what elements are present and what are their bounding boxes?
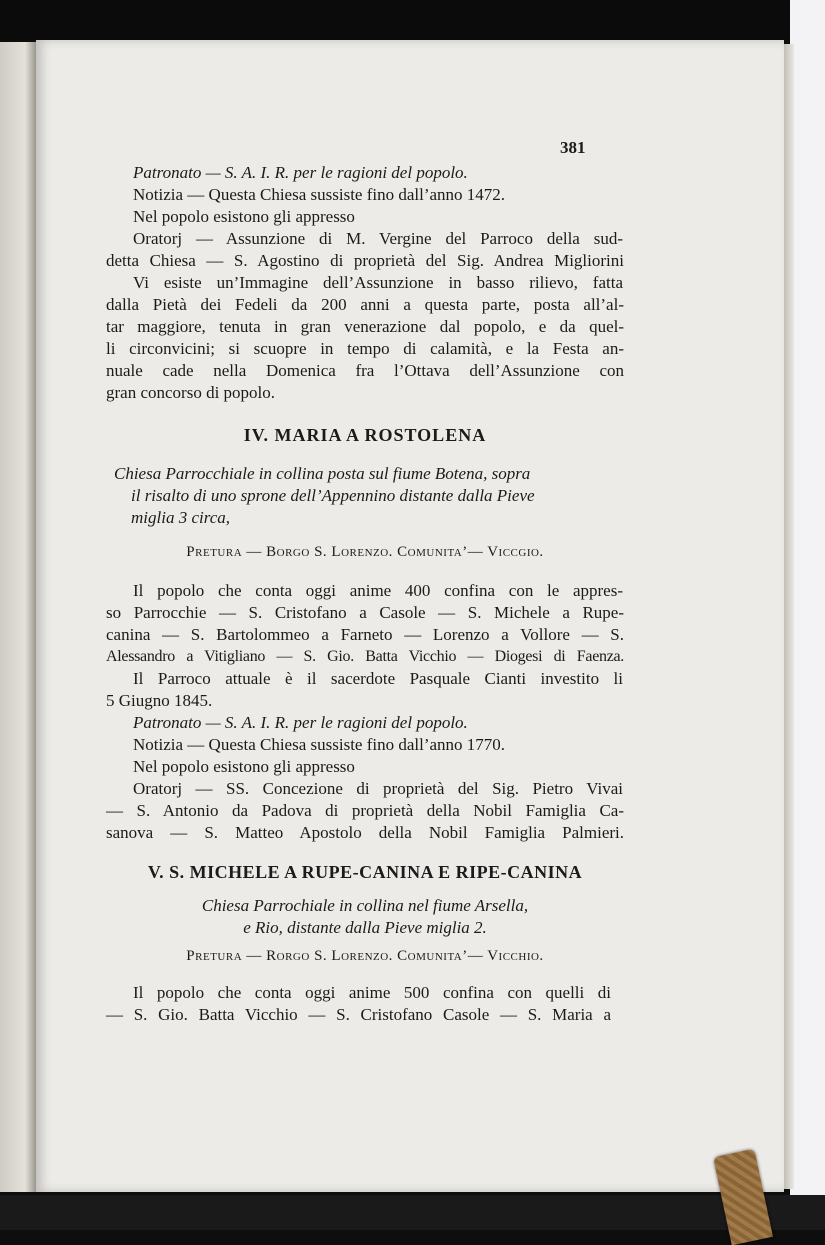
heading4-desc-1: il risalto di uno sprone dell’Appennino distante dalla Pieve [131,486,535,505]
heading5-subline: Pretura — Rorgo S. Lorenzo. Comunita’— Vicchio. [186,948,544,964]
heading4-subline: Pretura — Borgo S. Lorenzo. Comunita’— Viccgio. [186,544,544,560]
line-s4-10: — S. Antonio da Padova di proprietà della Nobil Famiglia Ca- [106,801,624,820]
line-s1-10: gran concorso di popolo. [106,383,276,402]
line-s1-3: Oratorj — Assunzione di M. Vergine del Parroco della sud- [133,229,623,248]
line-s4-7: Notizia — Questa Chiesa sussiste fino dall’anno 1770. [133,735,506,754]
background-top [0,0,825,40]
line-s4-2: canina — S. Bartolommeo a Farneto — Lorenzo a Vollore — S. [106,625,624,644]
left-page-edge [0,42,36,1192]
heading5-desc-1: e Rio, distante dalla Pieve miglia 2. [243,918,487,937]
line-s1-1: Notizia — Questa Chiesa sussiste fino dall’anno 1472. [133,185,506,204]
line-s4-11: sanova — S. Matteo Apostolo della Nobil Famiglia Palmieri. [106,823,624,842]
line-s4-4: Il Parroco attuale è il sacerdote Pasquale Cianti investito li [133,669,623,688]
background-right [790,0,825,1230]
heading4-desc-2: miglia 3 circa, [131,508,230,527]
line-s4-9: Oratorj — SS. Concezione di proprietà del Sig. Pietro Vivai [133,779,623,798]
line-s5-0: Il popolo che conta oggi anime 500 confina con quelli di [133,983,611,1002]
section-heading-v: V. S. MICHELE A RUPE-CANINA E RIPE-CANINA [147,862,583,882]
line-s5-1: — S. Gio. Batta Vicchio — S. Cristofano Casole — S. Maria a [106,1005,611,1024]
page-number: 381 [560,138,586,157]
line-s4-8: Nel popolo esistono gli appresso [133,757,355,776]
line-s4-3: Alessandro a Vitigliano — S. Gio. Batta Vicchio — Diogesi di Faenza. [106,648,624,665]
line-s1-0: Patronato — S. A. I. R. per le ragioni del popolo. [133,163,468,182]
heading4-desc-0: Chiesa Parrocchiale in collina posta sul fiume Botena, sopra [114,464,531,483]
line-s4-1: so Parrocchie — S. Cristofano a Casole — S. Michele a Rupe- [106,603,624,622]
line-s1-5: Vi esiste un’Immagine dell’Assunzione in basso rilievo, fatta [133,273,623,292]
line-s1-8: li circonvicini; si scuopre in tempo di calamità, e la Festa an- [106,339,624,358]
line-s1-4: detta Chiesa — S. Agostino di proprietà del Sig. Andrea Migliorini [106,251,624,270]
section-heading-iv: IV. MARIA A ROSTOLENA [243,425,487,445]
line-s1-6: dalla Pietà dei Fedeli da 200 anni a questa parte, posta all’al- [106,295,624,314]
line-s4-6: Patronato — S. A. I. R. per le ragioni del popolo. [133,713,468,732]
line-s1-7: tar maggiore, tenuta in gran venerazione dal popolo, e da quel- [106,317,624,336]
heading5-desc-0: Chiesa Parrochiale in collina nel fiume Arsella, [201,896,529,915]
line-s1-9: nuale cade nella Domenica fra l’Ottava dell’Assunzione con [106,361,624,380]
line-s4-5: 5 Giugno 1845. [106,691,213,710]
line-s1-2: Nel popolo esistono gli appresso [133,207,355,226]
line-s4-0: Il popolo che conta oggi anime 400 confina con le appres- [133,581,623,600]
background-bottom [0,1195,825,1230]
